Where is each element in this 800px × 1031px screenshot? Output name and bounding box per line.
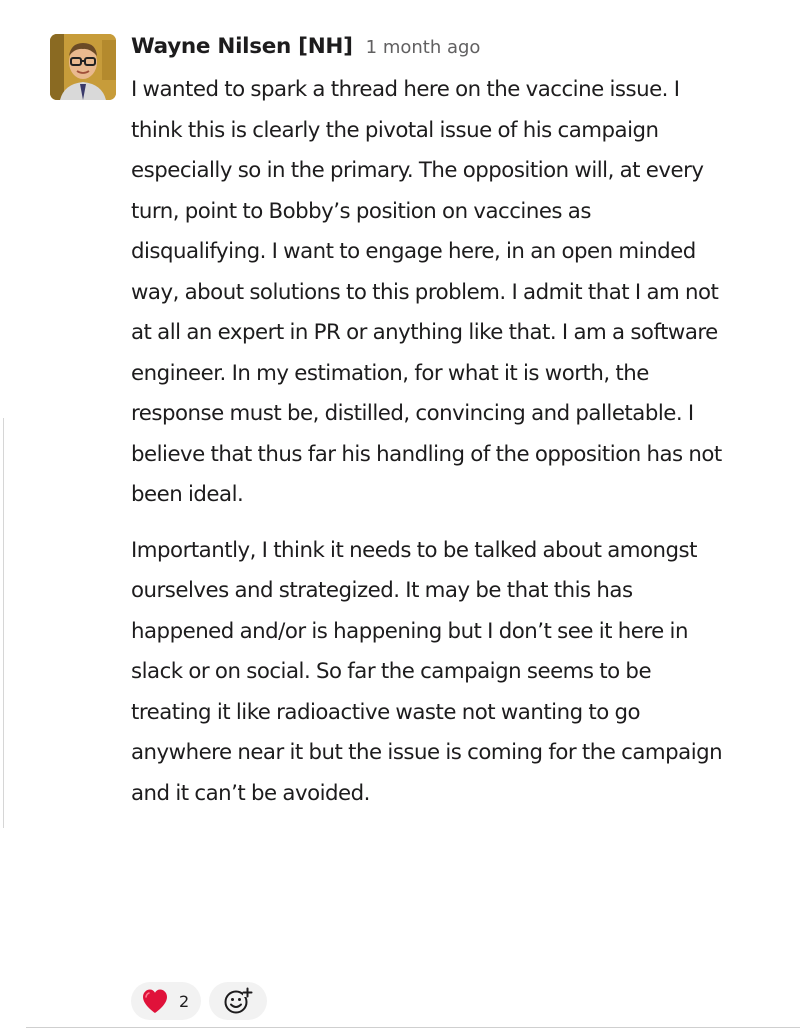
reaction-heart[interactable] bbox=[131, 982, 201, 1020]
add-reaction-button[interactable] bbox=[209, 982, 267, 1020]
message-header bbox=[131, 34, 480, 68]
timestamp[interactable]: 1 month ago bbox=[365, 37, 481, 58]
left-divider bbox=[3, 418, 4, 828]
add-reaction-icon bbox=[223, 986, 253, 1016]
avatar-image bbox=[50, 34, 116, 100]
author-name[interactable]: Wayne Nilsen [NH] bbox=[131, 34, 353, 59]
bottom-divider bbox=[26, 1027, 800, 1028]
message-paragraph: I wanted to spark a thread here on the vaccine issue. I think this is clearly the pivotal issue of his campaign especially so in the primary. The opposition will, at every turn, point to Bobby’s position on vaccines as disqualifying. I want to engage here, in an open minded way, about solutions to this problem. I admit that I am not at all an expert in PR or anything like that. I am a software engineer. In my estimation, for what it is worth, the response must be, distilled, convincing and palletable. I believe that thus far his handling of the opposition has not been ideal. bbox=[131, 77, 722, 507]
reaction-count: 2 bbox=[179, 991, 190, 1011]
heart-icon bbox=[141, 988, 169, 1014]
avatar[interactable] bbox=[50, 34, 116, 100]
message-body bbox=[131, 70, 731, 814]
reactions-bar bbox=[131, 982, 267, 1020]
message-paragraph: Importantly, I think it needs to be talked about amongst ourselves and strategized. It may be that this has happened and/or is happening but I don’t see it here in slack or on social. So far the campaign seems to be treating it like radioactive waste not wanting to go anywhere near it but the issue is coming for the campaign and it can’t be avoided. bbox=[131, 537, 723, 806]
